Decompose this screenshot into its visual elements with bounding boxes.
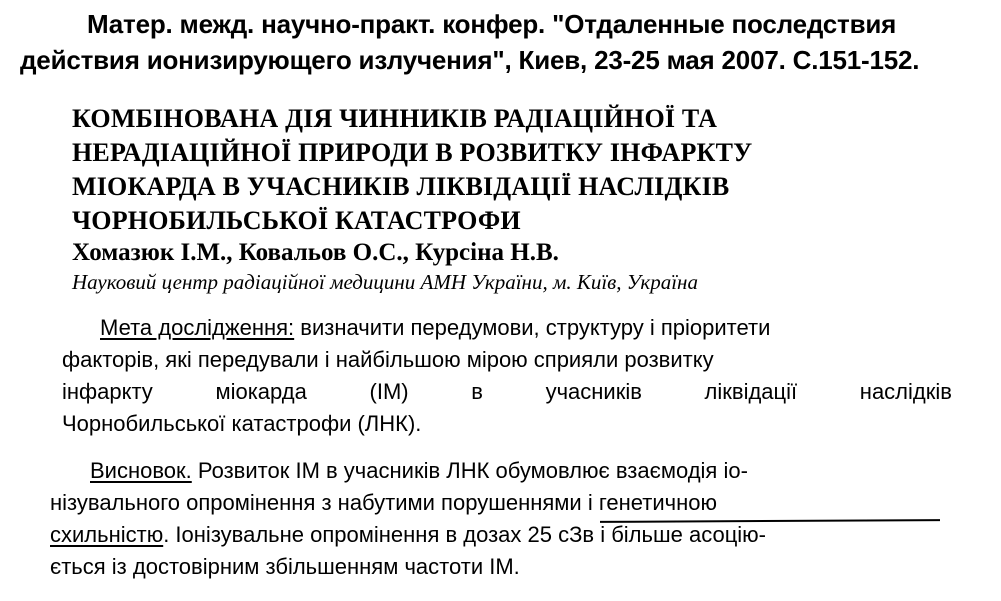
conclusion-line-3	[50, 524, 766, 546]
aim-line-3	[62, 381, 952, 403]
aim-word: (ІМ)	[369, 379, 409, 404]
aim-word: ліквідації	[704, 379, 798, 404]
title-line-1: КОМБІНОВАНА ДІЯ ЧИННИКІВ РАДІАЦІЙНОЇ ТА	[72, 104, 718, 133]
citation-line-1: Матер. межд. научно-практ. конфер. "Отдаленные последствия	[87, 9, 897, 39]
conclusion-line-1	[90, 460, 748, 482]
aim-word: в	[471, 379, 483, 404]
title-line-4: ЧОРНОБИЛЬСЬКОЇ КАТАСТРОФИ	[72, 206, 521, 235]
conclusion-line-2: нізувального опромінення з набутими порушеннями і генетичною	[50, 490, 717, 515]
aim-line-4: Чорнобильської катастрофи (ЛНК).	[62, 411, 422, 436]
aim-word: інфаркту	[62, 379, 153, 404]
conclusion-underlined-word: схильністю	[50, 522, 164, 547]
aim-line-2: факторів, які передували і найбільшою мірою сприяли розвитку	[62, 347, 714, 372]
aim-word: міокарда	[215, 379, 307, 404]
conclusion-line-4: ється із достовірним збільшенням частоти ІМ.	[50, 554, 520, 579]
title-line-2: НЕРАДІАЦІЙНОЇ ПРИРОДИ В РОЗВИТКУ ІНФАРКТУ	[72, 138, 753, 167]
citation-line-2: действия ионизирующего излучения", Киев, 23-25 мая 2007. С.151-152.	[20, 45, 920, 75]
authors: Хомазюк І.М., Ковальов О.С., Курсіна Н.В.	[72, 239, 559, 266]
aim-text-1: визначити передумови, структуру і пріоритети	[300, 315, 771, 340]
aim-label: Мета дослідження:	[100, 315, 295, 340]
title-line-3: МІОКАРДА В УЧАСНИКІВ ЛІКВІДАЦІЇ НАСЛІДКІВ	[72, 172, 730, 201]
conclusion-label: Висновок.	[90, 458, 192, 483]
affiliation: Науковий центр радіаційної медицини АМН України, м. Київ, Україна	[72, 270, 698, 294]
conclusion-text-1: Розвиток ІМ в учасників ЛНК обумовлює взаємодія іо-	[197, 458, 748, 483]
conclusion-text-3: . Іонізувальне опромінення в дозах 25 сЗв і більше асоцію-	[163, 522, 767, 547]
aim-word: наслідків	[859, 379, 952, 404]
aim-line-1	[100, 317, 770, 339]
aim-word: учасників	[545, 379, 642, 404]
